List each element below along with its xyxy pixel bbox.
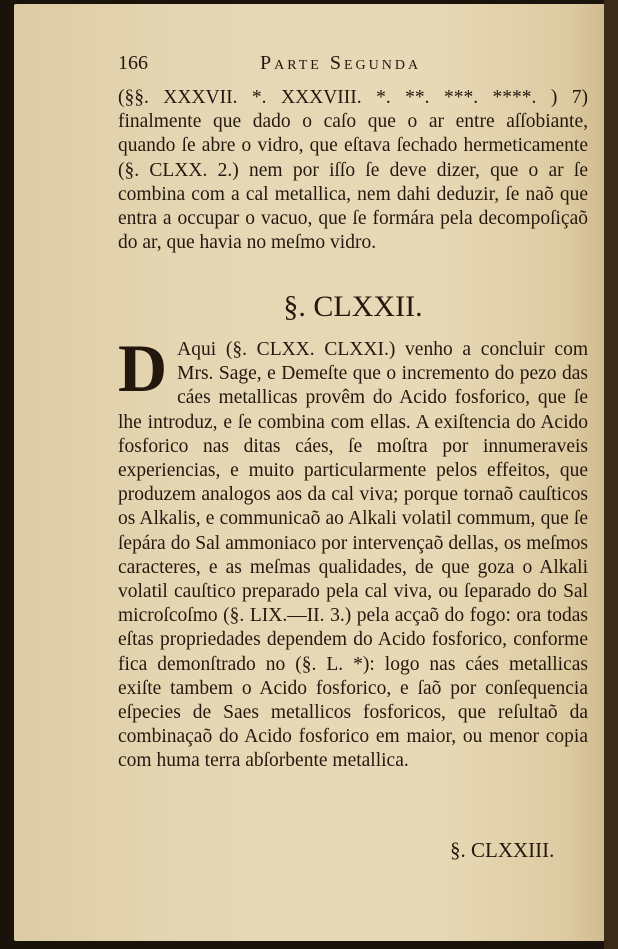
page-number: 166 [118,52,148,74]
section-heading: §. CLXXII. [283,290,423,323]
running-title: Parte Segunda [260,52,422,74]
catchword: §. CLXXIII. [450,838,555,862]
paragraph-continued: (§§. XXXVII. *. XXXVIII. *. **. ***. ****. ) 7) finalmente que dado o caſo que o ar entre aſſobiante, quando ſe abre o vidro, que eſtava ſechado hermeticamente (§. CLXX. 2.) nem por iſſo ſe deve dizer, que o ar ſe combina com a cal metallica, nem dahi deduzir, ſe naõ que entra a occupar o vacuo, que ſe formára pela decompoſiçaõ do ar, que havia no meſmo vidro. [118,87,588,254]
paragraph-main [118,330,588,774]
running-header [118,52,588,80]
page-edge [604,0,618,949]
drop-cap: D [118,330,168,406]
paragraph-main-text: Aqui (§. CLXX. CLXXI.) venho a concluir com Mrs. Sage, e Demeſte que o incremento do pezo das cáes metallicas provêm do Acido fosforico, que ſe lhe introduz, e ſe combina com ellas. A exiſtencia do Acido fosforico nas ditas cáes, ſe moſtra por innumeraveis experiencias, e muito particularmente pelos effeitos, que produzem analogos aos da cal viva; porque tornaõ cauſticos os Alkalis, e communicaõ ao Alkali volatil commum, que ſe ſepára do Sal ammoniaco por intervençaõ dellas, os meſmos caracteres, e as meſmas qualidades, de que goza o Alkali volatil cauſtico preparado pela cal viva, ou ſeparado do Sal microſcoſmo (§. LIX.—II. 3.) pela acçaõ do fogo: ora todas eſtas propriedades dependem do Acido fosforico, conforme fica demonſtrado no (§. L. *): logo nas cáes metallicas exiſte tambem o Acido fosforico, e ſaõ por conſequencia eſpecies de Saes metallicos fosforicos, que reſultaõ da combinaçaõ do Acido fosforico em maior, ou menor copia com huma terra abſorbente metallica. [118,339,588,772]
